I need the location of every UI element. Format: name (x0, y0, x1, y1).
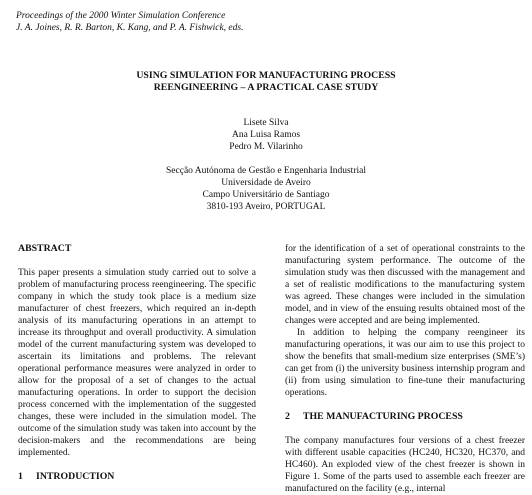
affiliation-line: Secção Autónoma de Gestão e Engenharia Industrial (166, 166, 366, 176)
affiliation (0, 165, 532, 213)
conference-name: Proceedings of the 2000 Winter Simulation Conference (16, 11, 226, 21)
author-list (0, 117, 532, 153)
paper-title (0, 70, 532, 94)
section-title: INTRODUCTION (36, 471, 115, 482)
right-column (285, 243, 525, 495)
intro-heading (18, 471, 256, 483)
body-paragraph: In addition to helping the company reengineer its manufacturing operations, it was our aim to use this project to show the benefits that small-medium size enterprises (SME’s) can get from (i) the university business internship program and (ii) from using simulation to fine-tune their manufacturing operations. (285, 328, 525, 398)
section-title: THE MANUFACTURING PROCESS (303, 411, 463, 422)
title-line-1: USING SIMULATION FOR MANUFACTURING PROCESS (136, 70, 396, 81)
body-paragraph: for the identification of a set of operational constraints to the manufacturing system performance. The outcome of the simulation study was then discussed with the management and a set of realistic modifications to the manufacturing system was agreed. These changes were included in the simulation model, and in view of the ensuing results obtained most of the changes were accepted and are being implemented. (285, 244, 525, 326)
author: Ana Luisa Ramos (231, 130, 301, 140)
abstract-heading: ABSTRACT (18, 243, 72, 254)
section-number: 1 (18, 471, 23, 482)
body-paragraph: The company manufactures four versions of a chest freezer with different usable capacities (HC240, HC320, HC370, and HC460). An exploded view of the chest freezer is shown in Figure 1. Some of the parts used to assemble each freezer are manufactured on the facility (e.g., internal (285, 436, 525, 494)
left-column (18, 243, 256, 483)
affiliation-line: 3810-193 Aveiro, PORTUGAL (206, 202, 326, 212)
proceedings-header (16, 10, 243, 34)
title-line-2: REENGINEERING – A PRACTICAL CASE STUDY (153, 82, 379, 93)
affiliation-line: Universidade de Aveiro (221, 178, 311, 188)
author: Lisete Silva (243, 118, 289, 128)
affiliation-line: Campo Universitário de Santiago (202, 190, 330, 200)
section-number: 2 (285, 411, 290, 422)
abstract-text: This paper presents a simulation study carried out to solve a problem of manufacturing process reengineering. The specific company in which the study took place is a medium size manufacturer of chest freezers, which required an in-depth analysis of its manufacturing operations in an attempt to increase its throughput and overall productivity. A simulation model of the current manufacturing system was developed to ascertain its limitations and problems. The relevant operational performance measures were analyzed in order to allow for the proposal of a set of changes to the actual manufacturing operations. In order to support the decision process concerned with the implementation of the suggested changes, these were included in the simulation model. The outcome of the simulation study was taken into account by the decision-makers and the recommendations are being implemented. (18, 268, 256, 458)
section-2-heading (285, 411, 525, 423)
editors: J. A. Joines, R. R. Barton, K. Kang, and P. A. Fishwick, eds. (16, 23, 244, 33)
author: Pedro M. Vilarinho (229, 142, 303, 152)
